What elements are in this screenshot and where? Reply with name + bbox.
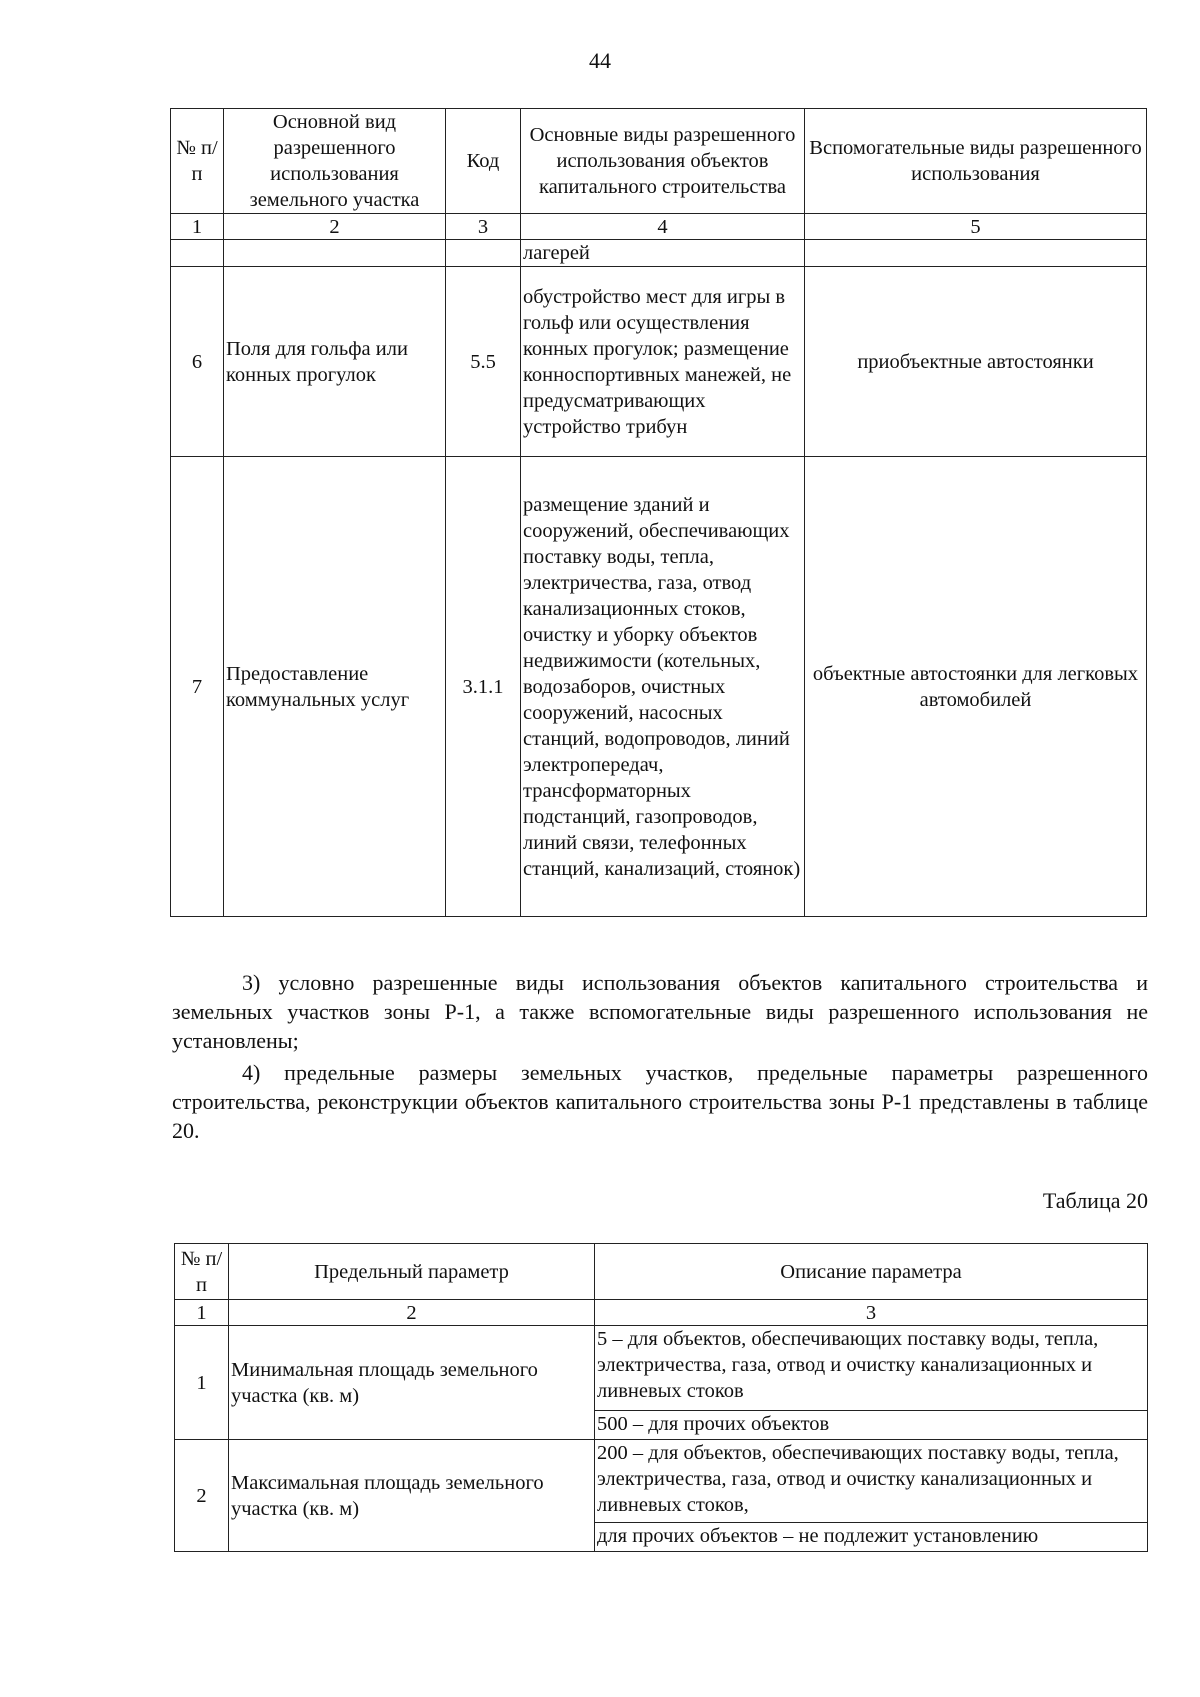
header-number: № п/п: [171, 109, 224, 214]
column-number: 3: [595, 1300, 1148, 1326]
use-code: 5.5: [446, 267, 521, 457]
header-parameter: Предельный параметр: [229, 1244, 595, 1300]
table-row: [171, 267, 1147, 457]
table-header-row: [171, 109, 1147, 214]
table-row: [171, 457, 1147, 917]
table-header-row: [175, 1244, 1148, 1300]
row-number: 2: [175, 1440, 229, 1552]
table-row-continuation: [171, 240, 1147, 267]
column-number: 5: [805, 214, 1147, 240]
page-number: 44: [589, 48, 611, 73]
column-number-row: [171, 214, 1147, 240]
continued-text: лагерей: [521, 240, 805, 267]
table-row: [175, 1440, 1148, 1552]
column-number-row: [175, 1300, 1148, 1326]
table-caption: Таблица 20: [1042, 1188, 1148, 1213]
column-number: 3: [446, 214, 521, 240]
header-main-construction-uses: Основные виды разрешенного использования объектов капитального строительства: [521, 109, 805, 214]
main-construction-uses: обустройство мест для игры в гольф или осуществления конных прогулок; размещение конноспортивных манежей, не предусматривающих устройство трибун: [521, 267, 805, 457]
land-use-type: Предоставление коммунальных услуг: [224, 457, 446, 917]
land-use-table: [170, 108, 1147, 917]
description-line: для прочих объектов – не подлежит установлению: [595, 1522, 1147, 1549]
column-number: 1: [175, 1300, 229, 1326]
description-line: 5 – для объектов, обеспечивающих поставку воды, тепла, электричества, газа, отвод и очистку канализационных и ливневых стоков: [597, 1328, 1099, 1402]
parameter-description: [595, 1440, 1148, 1552]
header-code: Код: [446, 109, 521, 214]
parameter-description: [595, 1326, 1148, 1440]
header-description: Описание параметра: [595, 1244, 1148, 1300]
row-number: 6: [171, 267, 224, 457]
header-auxiliary-uses: Вспомогательные виды разрешенного использования: [805, 109, 1147, 214]
column-number: 2: [229, 1300, 595, 1326]
description-line: 500 – для прочих объектов: [595, 1410, 1147, 1437]
auxiliary-uses: приобъектные автостоянки: [805, 267, 1147, 457]
header-number: № п/п: [175, 1244, 229, 1300]
row-number: 7: [171, 457, 224, 917]
row-number: 1: [175, 1326, 229, 1440]
land-use-type: Поля для гольфа или конных прогулок: [224, 267, 446, 457]
parameters-table: [174, 1243, 1148, 1552]
use-code: 3.1.1: [446, 457, 521, 917]
table-row: [175, 1326, 1148, 1440]
header-main-land-use-type: Основной вид разрешенного использования земельного участка: [224, 109, 446, 214]
main-construction-uses: размещение зданий и сооружений, обеспечивающих поставку воды, тепла, электричества, газа, отвод канализационных стоков, очистку и уборку объектов недвижимости (котельных, водозаборов, очистных сооружений, насосных станций, водопроводов, линий электропередач, трансформаторных подстанций, газопроводов, линий связи, телефонных станций, канализаций, стоянок): [521, 457, 805, 917]
column-number: 2: [224, 214, 446, 240]
column-number: 1: [171, 214, 224, 240]
auxiliary-uses: объектные автостоянки для легковых автомобилей: [805, 457, 1147, 917]
description-line: 200 – для объектов, обеспечивающих поставку воды, тепла, электричества, газа, отвод и очистку канализационных и ливневых стоков,: [597, 1442, 1119, 1516]
parameter-name: Минимальная площадь земельного участка (кв. м): [229, 1326, 595, 1440]
column-number: 4: [521, 214, 805, 240]
paragraph-4: 4) предельные размеры земельных участков, предельные параметры разрешенного строительства, реконструкции объектов капитального строительства зоны Р-1 представлены в таблице 20.: [172, 1060, 1148, 1143]
paragraph-3: 3) условно разрешенные виды использования объектов капитального строительства и земельных участков зоны Р-1, а также вспомогательные виды разрешенного использования не установлены;: [172, 970, 1148, 1053]
parameter-name: Максимальная площадь земельного участка (кв. м): [229, 1440, 595, 1552]
